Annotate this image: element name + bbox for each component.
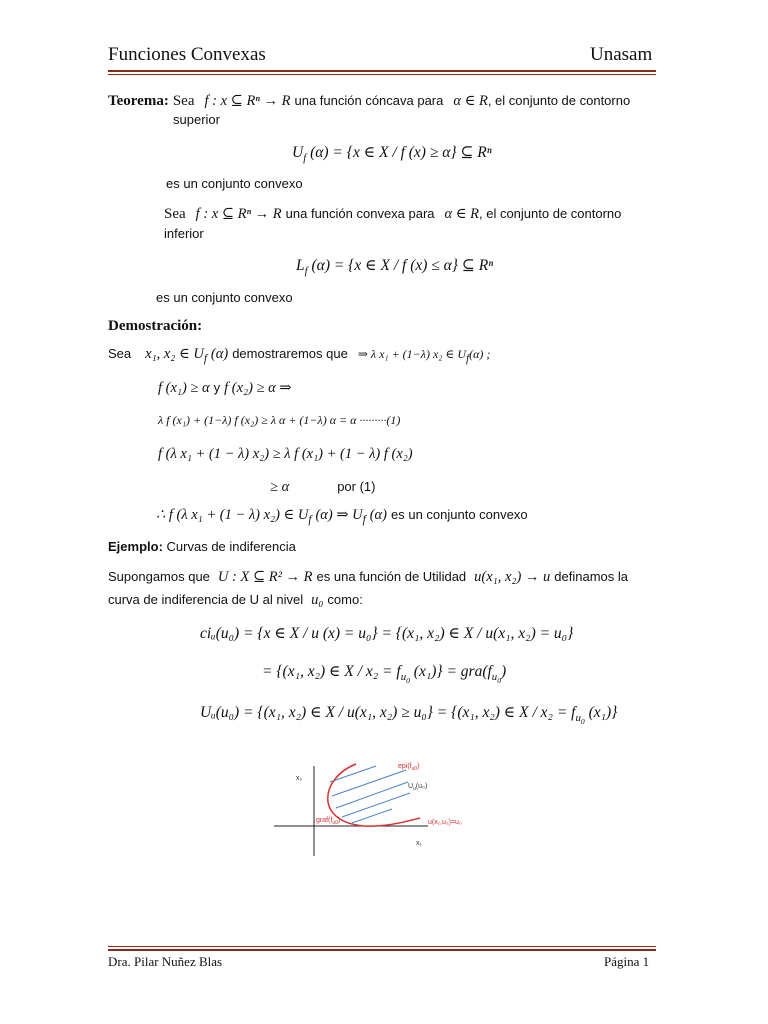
proof-line-5-mid: (α) ⇒ U (315, 507, 363, 523)
theorem-hyp2-tail: , el conjunto de contorno (479, 206, 622, 221)
theorem-line-1 (108, 92, 630, 110)
proof-demostraremos: demostraremos que (232, 346, 348, 361)
set-upper-formula: $U_f$ (α) = {x ∈ X / f (x) ≥ α} ⊆ Rⁿ (292, 144, 492, 165)
theorem-conclusion-1: es un conjunto convexo (166, 176, 303, 191)
indifference-curve-figure (268, 752, 488, 864)
epi-label: $epi(f_{u0})$ (398, 763, 420, 772)
header-institution: Unasam (590, 44, 653, 65)
proof-line-1 (158, 379, 292, 397)
epigraph-hatching (330, 766, 410, 823)
example-label: Ejemplo: (108, 539, 163, 554)
theorem-hyp1-text: una función cóncava para (294, 93, 444, 108)
set-lower-lhs: L (296, 257, 305, 274)
example-eq-3: Uᵤ(u₀) = {(x₁, x₂) ∈ X / u(x₁, x₂) ≥ u₀} = {(x₁, x₂) ∈ $X / x_2 = f_{u_0}$ (x₁)} (200, 704, 618, 727)
example-eq-1: ciᵤ(u₀) = {x ∈ X / u (x) = u₀} = {(x₁, x₂) ∈ X / u(x₁, x₂) = u₀} (200, 625, 574, 642)
level-set-label: u(x₁,u₂)=u₀ (428, 819, 462, 826)
example-eq-3-main: Uᵤ(u₀) = {(x₁, x₂) ∈ X / u(x₁, x₂) ≥ u₀} = {(x₁, x₂) ∈ X / x₂ = f (200, 704, 576, 721)
indifference-curve (328, 764, 420, 826)
proof-line-1a: f (x₁) ≥ α (158, 380, 210, 396)
proof-line-3: f (λ x₁ + (1 − λ) x₂) ≥ λ f (x₁) + (1 − λ) f (x₂) (158, 446, 413, 462)
theorem-hyp1-line2: superior (173, 112, 220, 127)
proof-label: Demostración: (108, 318, 203, 334)
proof-sea: Sea (108, 346, 132, 361)
proof-line-5-tail: (α) (369, 507, 387, 523)
proof-line-sea: Sea x₁, x₂ ∈ $U_f$ (α) demostraremos que ⇒ λ x₁ + (1−λ) x₂ ∈ $U_f(\alpha)$ ; (108, 346, 491, 366)
theorem-hyp2-formula: f : x ⊆ Rⁿ → R (195, 206, 282, 222)
theorem-label: Teorema: (108, 93, 169, 109)
set-lower-rest: (α) = {x ∈ X / f (x) ≤ α} ⊆ Rⁿ (311, 257, 494, 274)
proof-line-4 (270, 478, 376, 496)
theorem-sea-2: Sea (164, 206, 186, 222)
example-paragraph-line-1 (108, 568, 628, 586)
example-eq-2-tail: (x₁)} = gra(f (413, 663, 492, 680)
theorem-alpha-in-r: α ∈ R (453, 93, 488, 109)
proof-x-in-uf: x₁, x₂ ∈ U (145, 346, 204, 362)
x-axis-label: x₁ (416, 840, 422, 847)
example-heading (108, 539, 296, 554)
header-rule-thick (108, 70, 656, 72)
example-eq-3-tail: (x₁)} (588, 704, 618, 721)
example-p1b: es una función de Utilidad (316, 569, 467, 584)
theorem-hyp1-formula: f : x ⊆ Rⁿ → R (204, 93, 291, 109)
example-p2b: como: (327, 592, 363, 607)
theorem-sea: Sea (172, 93, 195, 109)
example-p1c: definamos la (554, 569, 628, 584)
proof-goal: ⇒ λ x₁ + (1−λ) x₂ ∈ U (357, 347, 467, 361)
upper-set-label: $U_u(u_0)$ (408, 783, 428, 792)
set-upper-lhs: U (292, 144, 304, 161)
example-p2a: curva de indiferencia de U al nivel (108, 592, 304, 607)
theorem-hyp1-tail: , el conjunto de contorno (487, 93, 631, 108)
example-p1a: Supongamos que (108, 569, 210, 584)
example-eq-2: = {(x₁, x₂) ∈ $X / x_2 = f_{u_0}$ $(x_1)\} = gra(f_{u_0})$ (262, 663, 507, 686)
example-paragraph-line-2 (108, 591, 363, 609)
example-p1-formula2: u(x₁, x₂) → u (474, 569, 551, 585)
proof-line-5-text: es un conjunto convexo (391, 507, 528, 522)
example-p1-formula: U : X ⊆ R² → R (217, 569, 313, 585)
proof-line-4-ref: por (1) (337, 479, 376, 494)
set-upper-rest: (α) = {x ∈ X / f (x) ≥ α} ⊆ Rⁿ (310, 144, 492, 161)
proof-line-1-y: y (213, 380, 221, 395)
theorem-hyp2-text: una función convexa para (285, 206, 435, 221)
y-axis-label: x₂ (296, 775, 303, 782)
example-eq-2-main: = {(x₁, x₂) ∈ X / x₂ = f (262, 663, 401, 680)
example-p2-u0: u₀ (311, 592, 324, 608)
footer-page-number: Página 1 (604, 954, 650, 969)
header-rule-thin (108, 74, 656, 75)
theorem-alpha-in-r-2: α ∈ R (444, 206, 479, 222)
header-title: Funciones Convexas (108, 44, 266, 65)
set-lower-formula: $L_f$ (α) = {x ∈ X / f (x) ≤ α} ⊆ Rⁿ (296, 257, 494, 278)
footer-rule-thin (108, 946, 656, 947)
theorem-conclusion-2: es un conjunto convexo (156, 290, 293, 305)
proof-line-4-ineq: ≥ α (270, 479, 290, 495)
graph-label: $graf(f_{u0})$ (316, 817, 341, 826)
theorem-hyp2-line2: inferior (164, 226, 204, 241)
proof-line-5: ∴ f (λ x₁ + (1 − λ) x₂) ∈ $U_f$ (α) ⇒ $U_f$ (α) es un conjunto convexo (156, 507, 528, 527)
footer-author: Dra. Pilar Nuñez Blas (108, 954, 223, 969)
proof-line-1b: f (x₂) ≥ α ⇒ (224, 380, 292, 396)
example-title: Curvas de indiferencia (166, 539, 296, 554)
footer-rule-thick (108, 949, 656, 951)
proof-line-2: λ f (x₁) + (1−λ) f (x₂) ≥ λ α + (1−λ) α = α ·········(1) (158, 413, 401, 427)
proof-goal-tail: (α) ; (469, 347, 491, 361)
proof-line-5-formula: ∴ f (λ x₁ + (1 − λ) x₂) ∈ U (156, 507, 309, 523)
theorem-line-3 (164, 205, 621, 223)
proof-x-in-uf-tail: (α) (210, 346, 229, 362)
